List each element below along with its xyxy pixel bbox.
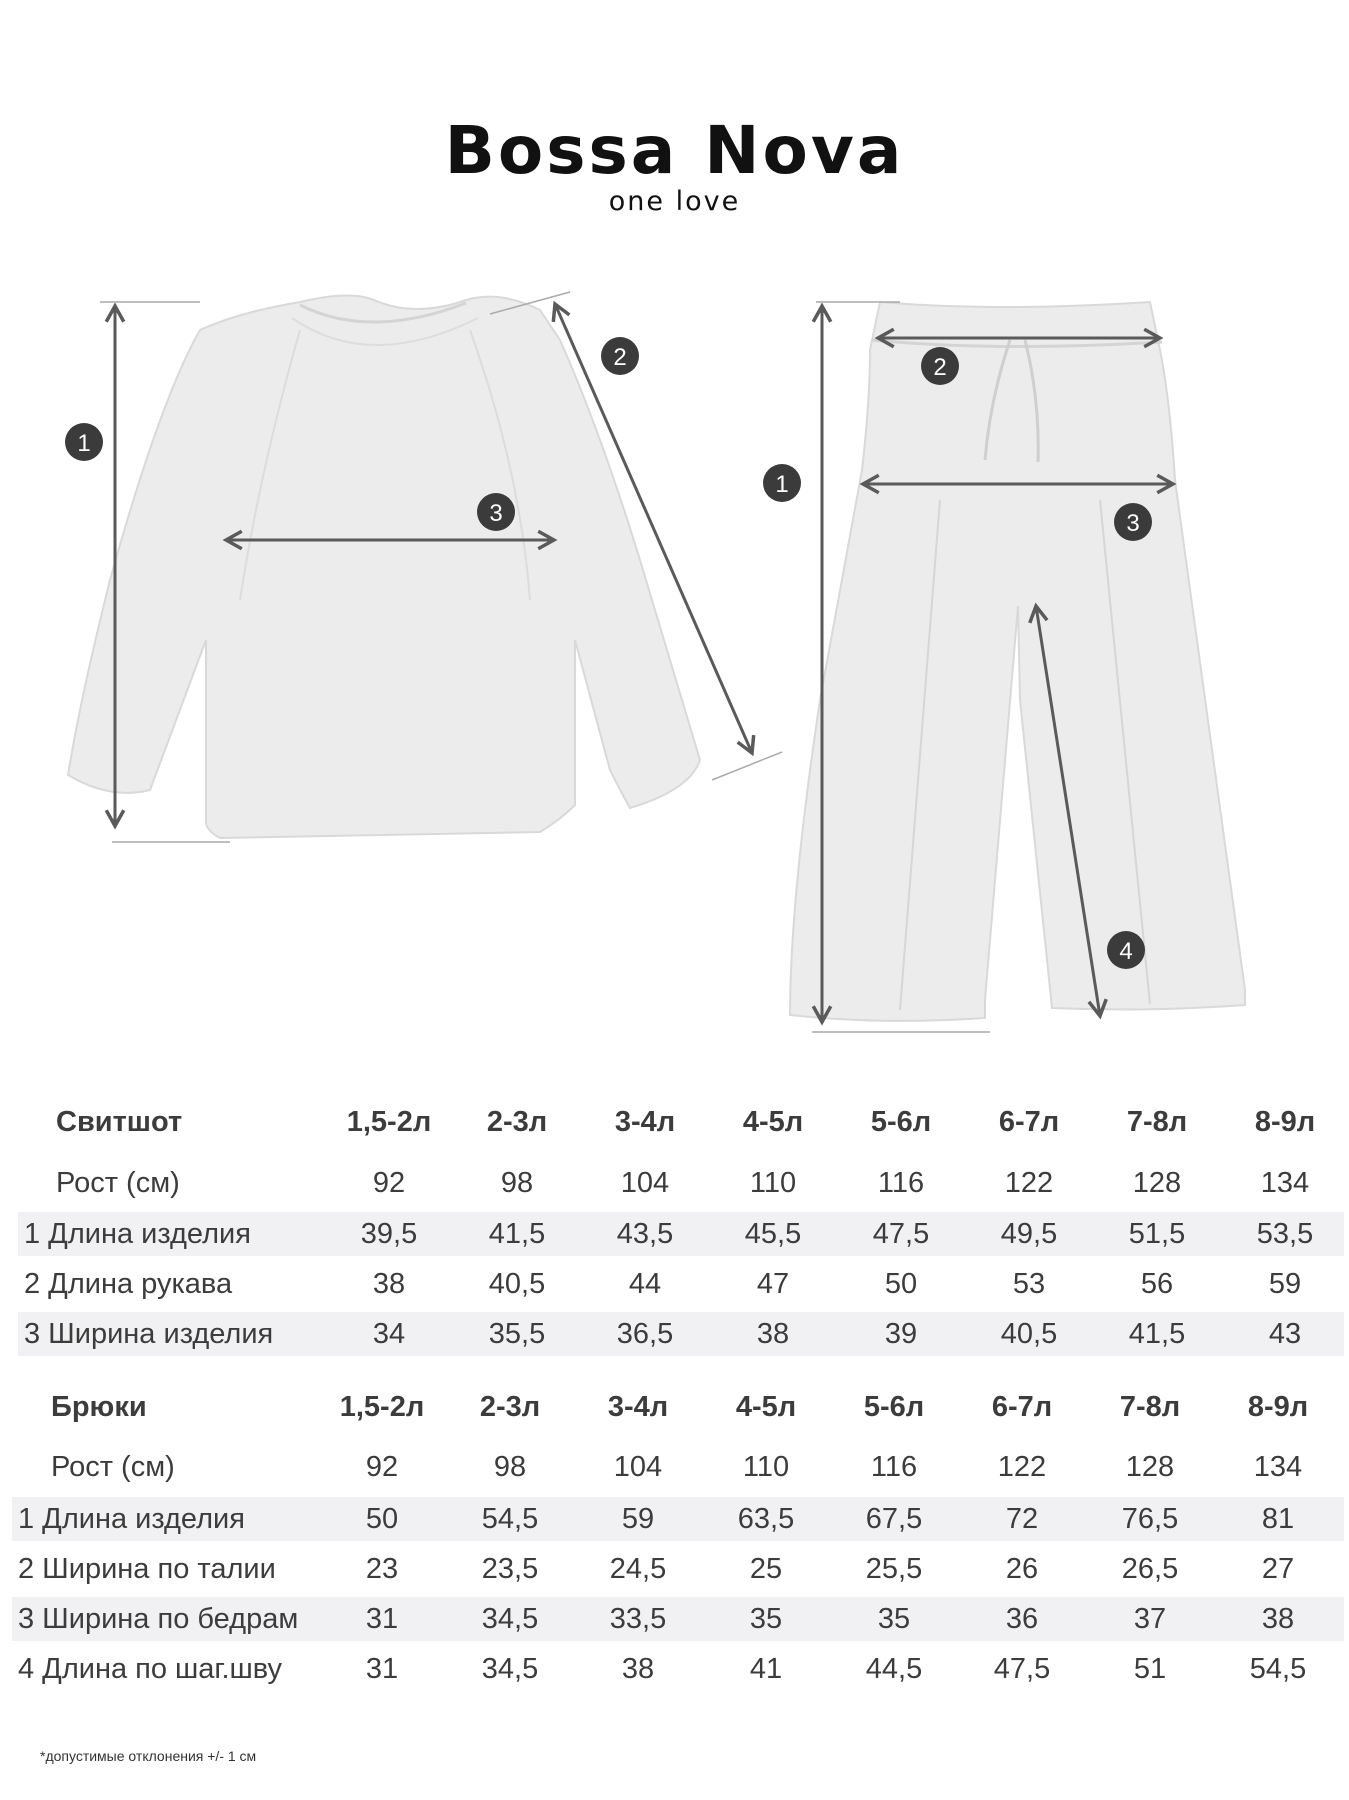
table-cell: 51 xyxy=(1133,1653,1167,1685)
table-cell: 34,5 xyxy=(481,1653,539,1685)
table-row xyxy=(18,1161,1344,1205)
table-cell: 39,5 xyxy=(360,1218,418,1250)
table-cell: 26 xyxy=(1005,1553,1039,1585)
svg-text:1: 1 xyxy=(77,430,91,457)
table-cell: 72 xyxy=(1005,1503,1039,1535)
table-cell: 122 xyxy=(1004,1167,1054,1199)
table-cell: 23 xyxy=(365,1553,399,1585)
table-header-row xyxy=(18,1385,1344,1429)
table-cell: 54,5 xyxy=(481,1503,539,1535)
table-cell: 104 xyxy=(613,1451,663,1483)
size-header: 7-8л xyxy=(1119,1391,1181,1423)
pants-marker-4 xyxy=(1107,931,1145,969)
sweatshirt-marker-1 xyxy=(65,423,103,461)
table-cell: 81 xyxy=(1261,1503,1295,1535)
table-cell: 53,5 xyxy=(1256,1218,1314,1250)
table-cell: 128 xyxy=(1132,1167,1182,1199)
tolerance-footnote: *допустимые отклонения +/- 1 см xyxy=(40,1748,257,1764)
table-cell: 27 xyxy=(1261,1553,1295,1585)
table-cell: 47,5 xyxy=(993,1653,1051,1685)
table-cell: 43,5 xyxy=(616,1218,674,1250)
row-label: 1 Длина изделия xyxy=(18,1503,245,1535)
table-cell: 34 xyxy=(372,1318,406,1350)
table-row xyxy=(18,1262,1344,1306)
table-cell: 41 xyxy=(749,1653,783,1685)
size-header: 4-5л xyxy=(735,1391,797,1423)
table-cell: 38 xyxy=(1261,1603,1295,1635)
size-header: 6-7л xyxy=(991,1391,1053,1423)
svg-text:2: 2 xyxy=(933,354,947,381)
table-cell: 40,5 xyxy=(488,1268,546,1300)
row-label: 2 Длина рукава xyxy=(24,1268,233,1300)
pants-drawing xyxy=(790,302,1245,1021)
table-header-row xyxy=(18,1100,1344,1144)
table-row xyxy=(18,1445,1344,1489)
table-cell: 110 xyxy=(749,1167,797,1199)
sweatshirt-marker-3 xyxy=(477,493,515,531)
table-cell: 41,5 xyxy=(488,1218,546,1250)
row-label: 1 Длина изделия xyxy=(24,1218,251,1250)
table-cell: 116 xyxy=(877,1167,925,1199)
row-label: 3 Ширина изделия xyxy=(24,1318,274,1350)
table-cell: 128 xyxy=(1125,1451,1175,1483)
table-cell: 36 xyxy=(1005,1603,1039,1635)
table-cell: 33,5 xyxy=(609,1603,667,1635)
table-row xyxy=(12,1497,1344,1541)
table-cell: 37 xyxy=(1133,1603,1167,1635)
table-cell: 53 xyxy=(1012,1268,1046,1300)
table-cell: 38 xyxy=(756,1318,790,1350)
row-label: Рост (см) xyxy=(56,1167,180,1199)
svg-text:1: 1 xyxy=(775,471,789,498)
size-header: 1,5-2л xyxy=(346,1106,432,1138)
table-cell: 56 xyxy=(1140,1268,1174,1300)
brand-tagline: one love xyxy=(608,186,741,217)
table-cell: 47,5 xyxy=(872,1218,930,1250)
row-label: Рост (см) xyxy=(51,1451,175,1483)
table-cell: 44 xyxy=(628,1268,662,1300)
table-cell: 98 xyxy=(500,1167,534,1199)
table-cell: 122 xyxy=(997,1451,1047,1483)
table-cell: 67,5 xyxy=(865,1503,923,1535)
size-header: 6-7л xyxy=(998,1106,1060,1138)
row-label: 4 Длина по шаг.шву xyxy=(18,1653,283,1685)
size-header: 3-4л xyxy=(607,1391,669,1423)
table-cell: 134 xyxy=(1253,1451,1303,1483)
table-title: Свитшот xyxy=(56,1106,183,1138)
table-cell: 23,5 xyxy=(481,1553,539,1585)
table-row xyxy=(12,1647,1344,1691)
table-cell: 59 xyxy=(621,1503,655,1535)
svg-text:4: 4 xyxy=(1119,938,1133,965)
table-cell: 35,5 xyxy=(488,1318,546,1350)
row-label: 2 Ширина по талии xyxy=(18,1553,276,1585)
pants-marker-2 xyxy=(921,347,959,385)
table-cell: 35 xyxy=(749,1603,783,1635)
row-label: 3 Ширина по бедрам xyxy=(18,1603,299,1635)
table-cell: 110 xyxy=(742,1451,790,1483)
table-cell: 59 xyxy=(1268,1268,1302,1300)
table-cell: 134 xyxy=(1260,1167,1310,1199)
table-cell: 98 xyxy=(493,1451,527,1483)
table-cell: 38 xyxy=(621,1653,655,1685)
table-cell: 36,5 xyxy=(616,1318,674,1350)
table-cell: 25 xyxy=(749,1553,783,1585)
table-cell: 35 xyxy=(877,1603,911,1635)
pants-marker-1 xyxy=(763,464,801,502)
svg-text:3: 3 xyxy=(489,500,503,527)
table-cell: 31 xyxy=(365,1603,399,1635)
table-cell: 38 xyxy=(372,1268,406,1300)
brand-logo: Bossa Nova xyxy=(444,112,905,189)
table-cell: 25,5 xyxy=(865,1553,923,1585)
table-cell: 104 xyxy=(620,1167,670,1199)
table-cell: 47 xyxy=(756,1268,790,1300)
table-title: Брюки xyxy=(51,1391,147,1423)
table-row xyxy=(18,1212,1344,1256)
table-cell: 116 xyxy=(870,1451,918,1483)
table-cell: 31 xyxy=(365,1653,399,1685)
table-cell: 24,5 xyxy=(609,1553,667,1585)
table-cell: 43 xyxy=(1268,1318,1302,1350)
table-row xyxy=(12,1597,1344,1641)
table-row xyxy=(18,1312,1344,1356)
size-header: 8-9л xyxy=(1254,1106,1316,1138)
svg-text:2: 2 xyxy=(613,344,627,371)
table-cell: 39 xyxy=(884,1318,918,1350)
table-cell: 92 xyxy=(365,1451,399,1483)
table-cell: 50 xyxy=(884,1268,918,1300)
table-cell: 45,5 xyxy=(744,1218,802,1250)
table-cell: 54,5 xyxy=(1249,1653,1307,1685)
table-cell: 44,5 xyxy=(865,1653,923,1685)
table-cell: 40,5 xyxy=(1000,1318,1058,1350)
sweatshirt-marker-2 xyxy=(601,337,639,375)
svg-text:3: 3 xyxy=(1126,510,1140,537)
table-cell: 51,5 xyxy=(1128,1218,1186,1250)
table-cell: 41,5 xyxy=(1128,1318,1186,1350)
table-cell: 26,5 xyxy=(1121,1553,1179,1585)
table-cell: 50 xyxy=(365,1503,399,1535)
size-header: 3-4л xyxy=(614,1106,676,1138)
table-cell: 76,5 xyxy=(1121,1503,1179,1535)
size-header: 2-3л xyxy=(479,1391,541,1423)
table-cell: 92 xyxy=(372,1167,406,1199)
table-cell: 49,5 xyxy=(1000,1218,1058,1250)
table-cell: 34,5 xyxy=(481,1603,539,1635)
table-cell: 63,5 xyxy=(737,1503,795,1535)
size-header: 8-9л xyxy=(1247,1391,1309,1423)
size-header: 2-3л xyxy=(486,1106,548,1138)
size-header: 7-8л xyxy=(1126,1106,1188,1138)
size-header: 5-6л xyxy=(863,1391,925,1423)
size-header: 1,5-2л xyxy=(339,1391,425,1423)
sweatshirt-drawing xyxy=(68,295,700,838)
pants-marker-3 xyxy=(1114,503,1152,541)
size-header: 5-6л xyxy=(870,1106,932,1138)
table-row xyxy=(12,1547,1344,1591)
size-header: 4-5л xyxy=(742,1106,804,1138)
